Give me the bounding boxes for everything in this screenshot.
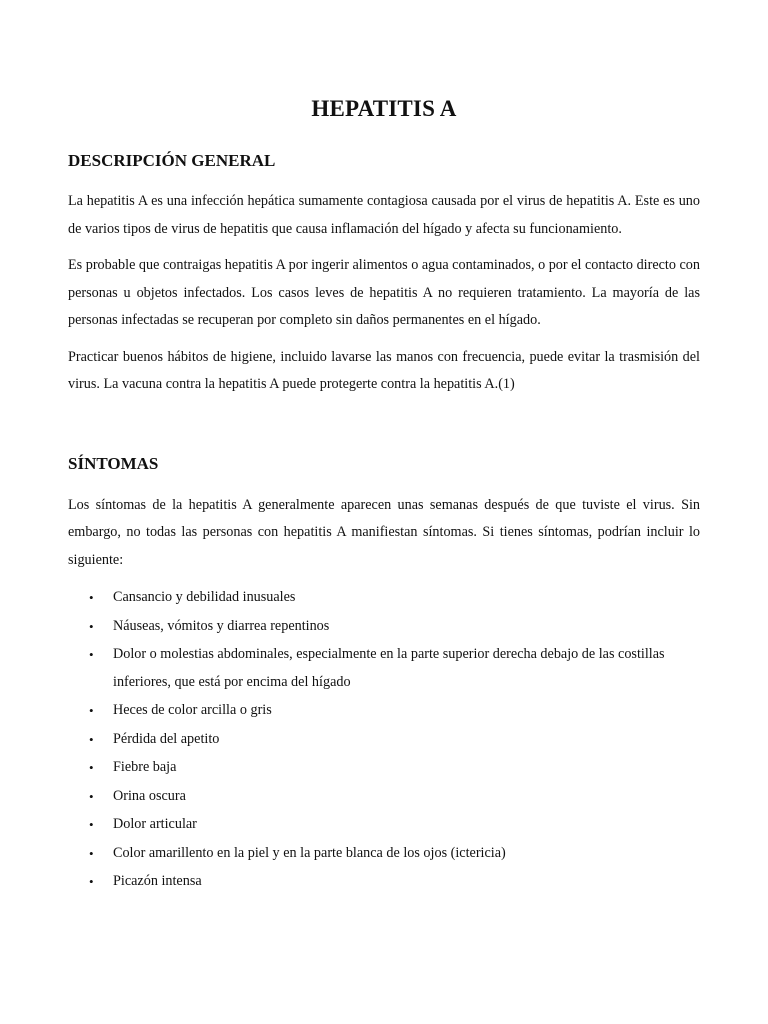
list-item-text: Heces de color arcilla o gris (113, 702, 272, 718)
paragraph-descripcion-1: La hepatitis A es una infección hepática sumamente contagiosa causada por el virus de hepatitis A. Este es uno de varios tipos de virus de hepatitis que causa inflamación del hígado y afecta su funcionamiento. (68, 193, 700, 237)
bullet-icon: • (89, 590, 94, 605)
list-item (68, 584, 700, 612)
section-heading-sintomas: SÍNTOMAS (68, 453, 159, 473)
list-item-text: Dolor articular (113, 816, 197, 832)
list-item (68, 783, 700, 811)
list-item (68, 754, 700, 782)
bullet-icon: • (89, 618, 94, 634)
list-item (68, 811, 700, 839)
bullet-icon: • (89, 874, 94, 889)
list-item-text: Fiebre baja (113, 759, 177, 775)
list-item (68, 613, 700, 641)
paragraph-sintomas-intro: Los síntomas de la hepatitis A generalmente aparecen unas semanas después de que tuviste el virus. Sin embargo, no todas las personas con hepatitis A manifiestan síntomas. Si tienes síntomas, podrían incluir lo siguiente: (68, 496, 700, 568)
symptom-list (68, 584, 700, 896)
list-item (68, 641, 700, 696)
bullet-icon: • (89, 817, 94, 832)
list-item (68, 697, 700, 725)
bullet-icon: • (89, 647, 94, 662)
bullet-icon: • (89, 703, 94, 718)
list-item (68, 840, 700, 868)
section-heading-descripcion-general: DESCRIPCIÓN GENERAL (68, 151, 276, 170)
bullet-icon: • (89, 845, 94, 861)
list-item (68, 868, 700, 896)
document-title: HEPATITIS A (311, 96, 457, 121)
list-item-text: Náuseas, vómitos y diarrea repentinos (113, 617, 330, 634)
list-item-text: Color amarillento en la piel y en la parte blanca de los ojos (ictericia) (113, 844, 506, 861)
bullet-icon: • (89, 760, 94, 775)
list-item (68, 726, 700, 754)
list-item-text: Cansancio y debilidad inusuales (113, 589, 296, 605)
paragraph-descripcion-3: Practicar buenos hábitos de higiene, incluido lavarse las manos con frecuencia, puede evitar la trasmisión del virus. La vacuna contra la hepatitis A puede protegerte contra la hepatitis A.(1) (68, 348, 700, 392)
list-item-text: Pérdida del apetito (113, 730, 220, 747)
list-item-text: Dolor o molestias abdominales, especialmente en la parte superior derecha debajo de las costillas inferiores, que está por encima del hígado (113, 646, 665, 690)
list-item-text: Orina oscura (113, 787, 186, 804)
paragraph-descripcion-2: Es probable que contraigas hepatitis A por ingerir alimentos o agua contaminados, o por el contacto directo con personas u objetos infectados. Los casos leves de hepatitis A no requieren tratamiento. La mayoría de las personas infectadas se recuperan por completo sin daños permanentes en el hígado. (68, 257, 700, 328)
bullet-icon: • (89, 731, 94, 747)
bullet-icon: • (89, 788, 94, 804)
list-item-text: Picazón intensa (113, 873, 202, 889)
